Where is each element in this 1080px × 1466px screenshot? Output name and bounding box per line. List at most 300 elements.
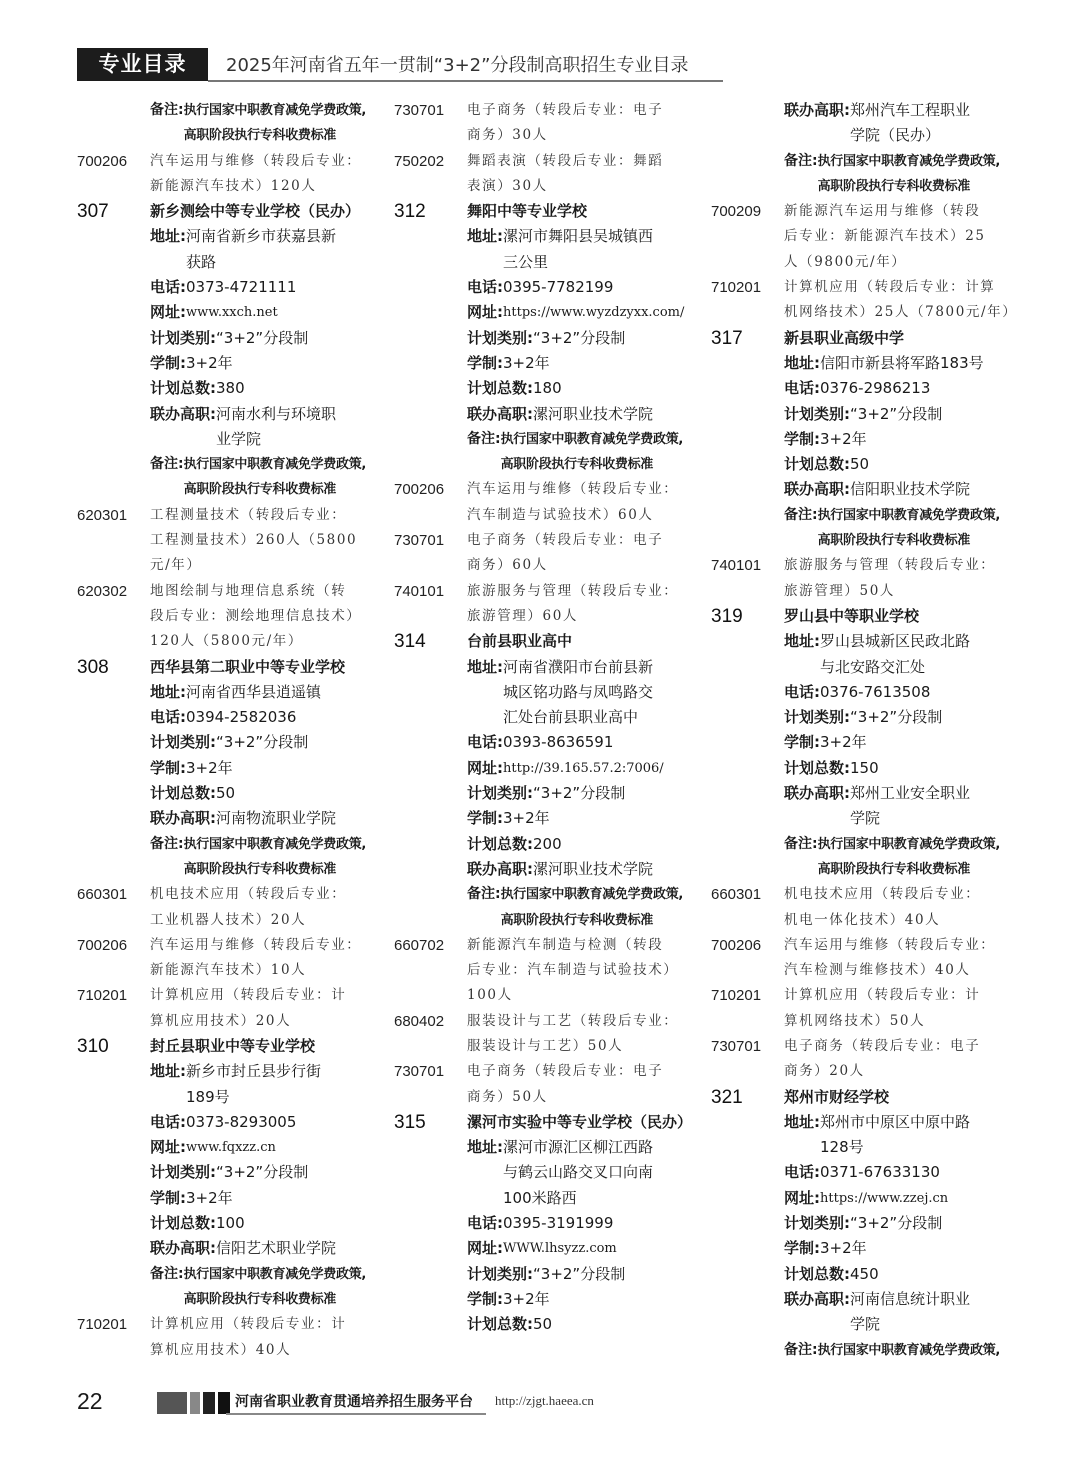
note-entry <box>77 832 377 883</box>
value-line: 执行国家中职教育减免学费政策, <box>183 103 367 118</box>
school-entry <box>711 326 1011 351</box>
field-label: 联办高职: <box>784 784 850 803</box>
field-value <box>533 376 562 401</box>
major-entry <box>394 528 694 579</box>
field-label: 学制: <box>467 1289 503 1308</box>
field-label: 电话: <box>784 682 820 701</box>
entry-body <box>784 326 1011 351</box>
field-label: 学制: <box>784 733 820 752</box>
school-entry <box>77 199 377 224</box>
field-label: 地址: <box>784 353 820 372</box>
entry-body <box>467 149 694 200</box>
major-code: 660301 <box>711 886 762 904</box>
value-line: 汇处台前县职业高中 <box>503 708 639 727</box>
field-line <box>150 326 377 351</box>
entry-body <box>784 933 1011 984</box>
field-line <box>784 730 1011 755</box>
field-label: 网址: <box>784 1188 820 1207</box>
value-line: 河南省濮阳市台前县新 <box>503 657 654 676</box>
major-entry <box>77 149 377 200</box>
field-value <box>820 376 930 401</box>
field-label: 电话: <box>784 379 820 398</box>
field-line <box>150 224 377 275</box>
page-title: 2025年河南省五年一贯制“3+2”分段制高职招生专业目录 <box>226 55 689 76</box>
value-line: 新乡市封丘县步行街 <box>186 1062 322 1081</box>
value-line: 执行国家中职教育减免学费政策, <box>500 887 684 903</box>
field-value <box>850 1262 879 1287</box>
note-entry <box>711 1338 1011 1363</box>
url-value[interactable] <box>503 1236 617 1261</box>
info-field <box>711 730 1011 755</box>
entry-body <box>150 781 377 806</box>
entry-body <box>150 98 377 149</box>
school-entry <box>711 604 1011 629</box>
field-label: 计划总数: <box>784 758 850 777</box>
entry-body <box>467 1236 694 1261</box>
field-label: 备注: <box>150 456 184 473</box>
entry-body <box>150 730 377 755</box>
value-line: 漯河职业技术学院 <box>533 859 654 878</box>
info-field <box>77 680 377 705</box>
major-text-line: 舞蹈表演（转段后专业：舞蹈 <box>467 152 664 169</box>
field-label: 备注: <box>467 430 501 447</box>
field-label: 电话: <box>150 1112 186 1131</box>
major-text-line: 机电一体化技术）40人 <box>784 911 941 928</box>
info-field <box>77 1211 377 1236</box>
note-entry <box>711 149 1011 200</box>
major-text-line: 100人 <box>467 987 513 1004</box>
field-label: 计划类别: <box>150 1163 216 1182</box>
major-entry <box>77 933 377 984</box>
info-field <box>711 1110 1011 1161</box>
school-number: 308 <box>77 656 109 678</box>
info-field <box>394 402 694 427</box>
field-line <box>784 1236 1011 1261</box>
field-value <box>850 452 869 477</box>
field-value <box>503 224 653 275</box>
entry-body <box>150 1135 377 1160</box>
value-line: 0371-67633130 <box>820 1163 940 1182</box>
entry-body <box>150 705 377 730</box>
entry-body <box>784 199 1011 275</box>
info-field <box>711 477 1011 502</box>
field-label: 备注: <box>784 1341 818 1358</box>
value-line: “3+2”分段制 <box>216 1163 309 1182</box>
info-field <box>711 781 1011 832</box>
major-code: 620302 <box>77 582 128 600</box>
value-line: 漯河市源汇区柳江西路 <box>503 1138 654 1157</box>
value-line: 与北安路交汇处 <box>820 657 926 676</box>
value-line: 50 <box>533 1315 553 1334</box>
value-line: “3+2”分段制 <box>533 784 626 803</box>
field-label: 计划总数: <box>150 784 216 803</box>
school-number: 315 <box>394 1111 426 1133</box>
value-line: 100 <box>216 1214 245 1233</box>
note-entry <box>77 452 377 503</box>
url-value[interactable] <box>503 300 684 325</box>
entry-body <box>467 1211 694 1236</box>
field-value <box>503 351 550 376</box>
school-entry <box>711 1085 1011 1110</box>
value-line: 执行国家中职教育减免学费政策, <box>500 431 684 447</box>
value-line: “3+2”分段制 <box>216 733 309 752</box>
field-value <box>216 402 336 453</box>
column-3 <box>711 98 1018 1363</box>
page-number: 22 <box>77 1388 103 1414</box>
major-text-line: 电子商务（转段后专业：电子 <box>467 102 664 118</box>
field-label: 备注: <box>467 886 501 903</box>
value-line: 业学院 <box>216 429 262 448</box>
major-text-line: 电子商务（转段后专业：电子 <box>784 1037 981 1054</box>
value-line: 3+2年 <box>186 353 233 372</box>
value-line: 高职阶段执行专科收费标准 <box>183 128 337 144</box>
field-line <box>467 756 694 781</box>
field-value <box>503 275 613 300</box>
entry-body <box>467 1110 694 1135</box>
field-label: 计划类别: <box>784 1214 850 1233</box>
field-value <box>186 1110 296 1135</box>
entry-body <box>467 427 694 478</box>
field-line <box>150 300 377 325</box>
entry-body <box>467 528 694 579</box>
field-value <box>184 452 366 503</box>
info-field <box>711 1287 1011 1338</box>
major-text-line: 机电技术应用（转段后专业： <box>784 886 981 903</box>
major-entry <box>394 98 694 149</box>
major-text-line: 计算机应用（转段后专业：计 <box>150 1316 347 1333</box>
entry-body <box>467 275 694 300</box>
major-code: 710201 <box>77 1316 128 1334</box>
entry-body <box>467 1009 694 1060</box>
field-value <box>850 1287 970 1338</box>
school-entry <box>77 1034 377 1059</box>
value-line: 城区铭功路与凤鸣路交 <box>503 682 654 701</box>
info-field <box>394 275 694 300</box>
field-line <box>150 1262 377 1313</box>
info-field <box>394 1135 694 1211</box>
note-entry <box>711 503 1011 554</box>
info-field <box>77 1135 377 1160</box>
major-code: 730701 <box>394 102 445 119</box>
entry-body <box>784 477 1011 502</box>
major-code: 740101 <box>394 582 445 600</box>
entry-body <box>467 655 694 731</box>
info-field <box>394 857 694 882</box>
note-entry <box>394 882 694 933</box>
entry-body <box>784 1262 1011 1287</box>
field-label: 学制: <box>150 353 186 372</box>
field-line <box>467 275 694 300</box>
field-label: 电话: <box>467 1214 503 1233</box>
value-line: https://www.wyzdzyxx.com/ <box>503 305 685 321</box>
info-field <box>77 705 377 730</box>
info-field <box>711 98 1011 149</box>
entry-body <box>150 1186 377 1211</box>
school-number: 312 <box>394 201 426 223</box>
major-entry <box>711 933 1011 984</box>
entry-body <box>784 882 1011 933</box>
value-line: 0395-3191999 <box>503 1214 614 1233</box>
major-text-line: 服装设计与工艺（转段后专业： <box>467 1012 679 1029</box>
school-number: 310 <box>77 1035 109 1057</box>
entry-body <box>467 1059 694 1110</box>
field-line <box>150 832 377 883</box>
major-text-line: 后专业：汽车制造与试验技术） <box>467 962 679 979</box>
info-field <box>77 351 377 376</box>
entry-body <box>150 1312 377 1363</box>
url-value[interactable] <box>186 300 278 325</box>
major-entry <box>711 983 1011 1034</box>
entry-body <box>150 1059 377 1110</box>
value-line: 高职阶段执行专科收费标准 <box>500 912 654 928</box>
value-line: 189号 <box>186 1087 230 1106</box>
entry-body <box>150 351 377 376</box>
field-line <box>784 1186 1011 1211</box>
info-field <box>711 1262 1011 1287</box>
entry-body <box>784 98 1011 149</box>
field-value <box>216 730 308 755</box>
field-label: 计划总数: <box>467 379 533 398</box>
value-line: 3+2年 <box>820 733 867 752</box>
field-value <box>850 477 970 502</box>
field-value <box>850 705 942 730</box>
field-line <box>784 376 1011 401</box>
field-label: 联办高职: <box>784 101 850 119</box>
school-name: 罗山县中等职业学校 <box>784 606 920 625</box>
major-text-line: 算机应用技术）40人 <box>150 1341 292 1358</box>
field-line <box>150 705 377 730</box>
info-field <box>394 326 694 351</box>
field-line <box>467 1262 694 1287</box>
column-1 <box>77 98 377 1363</box>
entry-body <box>784 629 1011 680</box>
value-line: “3+2”分段制 <box>216 328 309 347</box>
field-label: 地址: <box>784 632 820 651</box>
value-line: WWW.lhsyzz.com <box>503 1241 617 1257</box>
entry-body <box>784 1236 1011 1261</box>
field-label: 网址: <box>467 758 503 777</box>
entry-body <box>467 300 694 325</box>
entry-body <box>467 629 694 654</box>
field-line <box>467 832 694 857</box>
info-field <box>77 1186 377 1211</box>
url-value[interactable] <box>186 1135 276 1160</box>
entry-body <box>467 857 694 882</box>
entry-body <box>467 933 694 1009</box>
field-line <box>784 1211 1011 1236</box>
major-entry <box>394 149 694 200</box>
field-value <box>186 224 336 275</box>
info-field <box>77 806 377 831</box>
school-entry <box>394 199 694 224</box>
field-line <box>784 402 1011 427</box>
field-label: 地址: <box>784 1112 820 1131</box>
entry-body <box>150 1160 377 1185</box>
major-code: 660301 <box>77 886 128 904</box>
field-line <box>150 452 377 503</box>
field-line <box>150 376 377 401</box>
field-line <box>150 806 377 831</box>
value-line: http://39.165.57.2:7006/ <box>503 760 664 776</box>
value-line: 执行国家中职教育减免学费政策, <box>817 836 1001 852</box>
field-line <box>150 1110 377 1135</box>
entry-body <box>784 1211 1011 1236</box>
footer-url[interactable]: http://zjgt.haeea.cn <box>495 1393 594 1408</box>
field-line <box>467 326 694 351</box>
value-line: 与鹤云山路交叉口向南 <box>503 1163 654 1182</box>
major-entry <box>394 1009 694 1060</box>
field-value <box>503 655 653 731</box>
major-text-line: 旅游管理）60人 <box>467 607 578 624</box>
field-label: 网址: <box>150 303 186 322</box>
major-text-line: 机电技术应用（转段后专业： <box>150 886 347 903</box>
note-entry <box>77 98 377 149</box>
field-label: 电话: <box>150 708 186 727</box>
school-entry <box>77 655 377 680</box>
field-line <box>467 781 694 806</box>
field-line <box>784 1160 1011 1185</box>
school-entry <box>394 629 694 654</box>
info-field <box>711 376 1011 401</box>
info-field <box>711 1186 1011 1211</box>
school-entry <box>394 1110 694 1135</box>
info-field <box>394 756 694 781</box>
school-name: 新乡测绘中等专业学校（民办） <box>150 202 361 221</box>
value-line: 信阳市新县将军路183号 <box>820 353 984 372</box>
field-label: 联办高职: <box>150 404 216 423</box>
value-line: https://www.zzej.cn <box>820 1190 949 1206</box>
field-line <box>467 1312 694 1337</box>
major-text-line: 汽车运用与维修（转段后专业： <box>784 936 996 953</box>
major-entry <box>394 933 694 1009</box>
entry-body <box>150 402 377 453</box>
major-text-line: 旅游服务与管理（转段后专业： <box>784 557 996 574</box>
major-text-line: 工程测量技术）260人（5800 <box>150 532 358 549</box>
school-name: 台前县职业高中 <box>467 632 573 651</box>
field-line <box>784 452 1011 477</box>
field-label: 计划类别: <box>150 328 216 347</box>
field-line <box>784 1262 1011 1287</box>
entry-body <box>467 351 694 376</box>
entry-body <box>784 1110 1011 1161</box>
school-name: 封丘县职业中等专业学校 <box>150 1036 316 1055</box>
info-field <box>77 1236 377 1261</box>
field-line <box>467 1236 694 1261</box>
value-line: www.xxch.net <box>186 305 278 321</box>
url-value[interactable] <box>820 1186 948 1211</box>
entry-body <box>784 1287 1011 1338</box>
field-value <box>533 402 653 427</box>
field-label: 联办高职: <box>467 859 533 878</box>
entry-body <box>150 199 377 224</box>
major-text-line: 商务）30人 <box>467 127 548 144</box>
field-value <box>184 1262 366 1313</box>
entry-body <box>784 452 1011 477</box>
field-value <box>533 832 562 857</box>
entry-body <box>150 933 377 984</box>
field-label: 网址: <box>150 1138 186 1157</box>
field-value <box>184 832 366 883</box>
major-code: 700206 <box>711 936 762 954</box>
field-value <box>820 1160 940 1185</box>
value-line: 河南信息统计职业 <box>850 1289 971 1308</box>
info-field <box>711 1160 1011 1185</box>
value-line: 漯河职业技术学院 <box>533 404 654 423</box>
value-line: 郑州工业安全职业 <box>850 784 971 803</box>
value-line: 高职阶段执行专科收费标准 <box>183 1291 337 1307</box>
field-line <box>784 149 1011 200</box>
major-code: 710201 <box>711 279 762 297</box>
field-value <box>850 98 970 149</box>
field-value <box>501 882 683 933</box>
field-line <box>467 224 694 275</box>
field-label: 学制: <box>467 809 503 828</box>
info-field <box>394 832 694 857</box>
value-line: 0373-4721111 <box>186 278 297 297</box>
major-text-line: 汽车运用与维修（转段后专业： <box>150 152 362 169</box>
column-2 <box>394 98 694 1338</box>
field-label: 联办高职: <box>150 1239 216 1258</box>
entry-body <box>467 326 694 351</box>
field-line <box>467 376 694 401</box>
url-value[interactable] <box>503 756 664 781</box>
major-entry <box>394 477 694 528</box>
field-label: 联办高职: <box>467 404 533 423</box>
entry-body <box>150 579 377 655</box>
major-text-line: 汽车运用与维修（转段后专业： <box>467 481 679 498</box>
value-line: 3+2年 <box>186 1188 233 1207</box>
info-field <box>394 806 694 831</box>
field-value <box>216 1236 336 1261</box>
info-field <box>77 376 377 401</box>
field-label: 计划总数: <box>784 455 850 474</box>
field-value <box>850 402 942 427</box>
school-name: 郑州市财经学校 <box>784 1087 890 1106</box>
major-text-line: 新能源汽车制造与检测（转段 <box>467 936 664 953</box>
info-field <box>77 1160 377 1185</box>
major-text-line: 商务）50人 <box>467 1088 548 1105</box>
info-field <box>77 275 377 300</box>
info-field <box>77 730 377 755</box>
major-text-line: 段后专业：测绘地理信息技术） <box>150 607 362 624</box>
entry-body <box>150 452 377 503</box>
field-label: 地址: <box>467 1138 503 1157</box>
field-label: 备注: <box>784 506 818 523</box>
value-line: 学院 <box>850 1315 881 1334</box>
field-value <box>503 730 613 755</box>
field-line <box>467 1211 694 1236</box>
field-line <box>150 351 377 376</box>
field-value <box>533 1312 552 1337</box>
value-line: “3+2”分段制 <box>850 404 943 423</box>
info-field <box>394 351 694 376</box>
field-value <box>820 351 984 376</box>
value-line: 执行国家中职教育减免学费政策, <box>817 1342 1001 1358</box>
value-line: 200 <box>533 834 562 853</box>
value-line: 128号 <box>820 1138 864 1157</box>
field-label: 计划总数: <box>467 1315 533 1334</box>
value-line: 执行国家中职教育减免学费政策, <box>817 153 1001 169</box>
field-line <box>784 1338 1011 1363</box>
major-entry <box>711 553 1011 604</box>
field-value <box>186 1186 233 1211</box>
info-field <box>711 705 1011 730</box>
major-text-line: 服装设计与工艺）50人 <box>467 1037 624 1054</box>
field-line <box>784 351 1011 376</box>
field-line <box>150 98 377 149</box>
field-label: 计划总数: <box>150 379 216 398</box>
major-text-line: 机网络技术）25人（7800元/年） <box>784 304 1018 321</box>
